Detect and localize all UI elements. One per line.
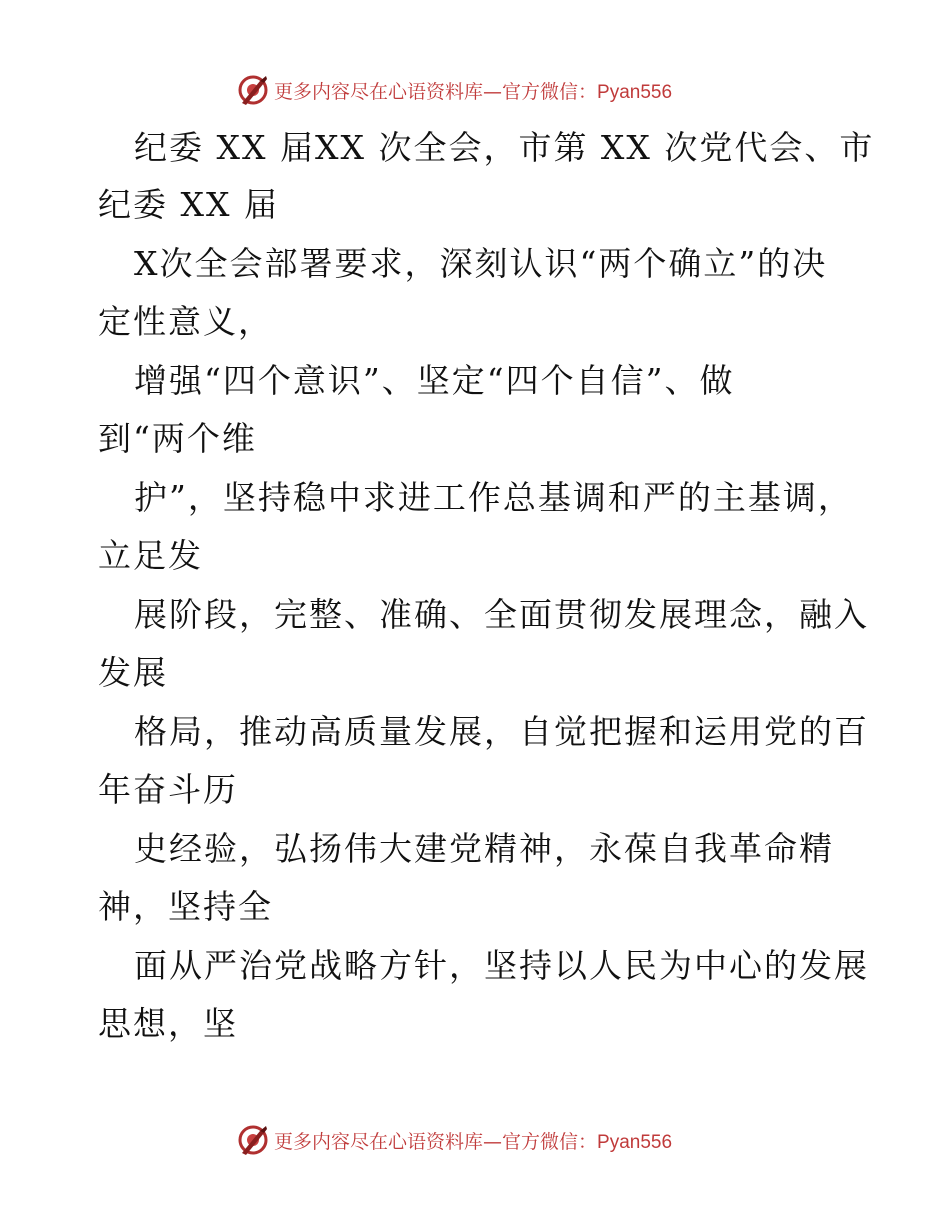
text-line: 面从严治党战略方针，坚持以人民为中心的发展 — [134, 946, 869, 985]
text-line: 格局，推动高质量发展，自觉把握和运用党的百 — [134, 712, 869, 751]
text-line: 护”，坚持稳中求进工作总基调和严的主基调， — [134, 478, 853, 517]
text-line: 增强“四个意识”、坚定“四个自信”、做 — [134, 361, 735, 400]
wechat-account: Pyan556 — [597, 1131, 673, 1153]
text-line: 展阶段，完整、准确、全面贯彻发展理念，融入 — [134, 595, 869, 634]
banner-text: 更多内容尽在心语资料库—官方微信：Pyan556 — [274, 1130, 673, 1153]
text-line: 纪委 XX 届XX 次全会，市第 XX 次党代会、市 — [134, 128, 875, 167]
pen-logo-icon — [236, 73, 270, 107]
text-line: 神，坚持全 — [98, 887, 273, 926]
pen-logo-icon — [236, 1123, 270, 1157]
banner-text: 更多内容尽在心语资料库—官方微信：Pyan556 — [274, 80, 673, 103]
footer-banner — [236, 1122, 672, 1158]
text-line: 到“两个维 — [98, 419, 257, 458]
text-line: 年奋斗历 — [98, 770, 238, 809]
text-line: 思想，坚 — [98, 1004, 238, 1043]
text-line: 纪委 XX 届 — [98, 185, 279, 224]
text-line: 史经验，弘扬伟大建党精神，永葆自我革命精 — [134, 829, 834, 868]
text-line: X次全会部署要求，深刻认识“两个确立”的决 — [134, 244, 828, 283]
header-banner — [236, 72, 672, 108]
text-line: 立足发 — [98, 536, 203, 575]
text-line: 定性意义， — [98, 302, 273, 341]
text-line: 发展 — [98, 653, 168, 692]
wechat-account: Pyan556 — [597, 81, 673, 103]
